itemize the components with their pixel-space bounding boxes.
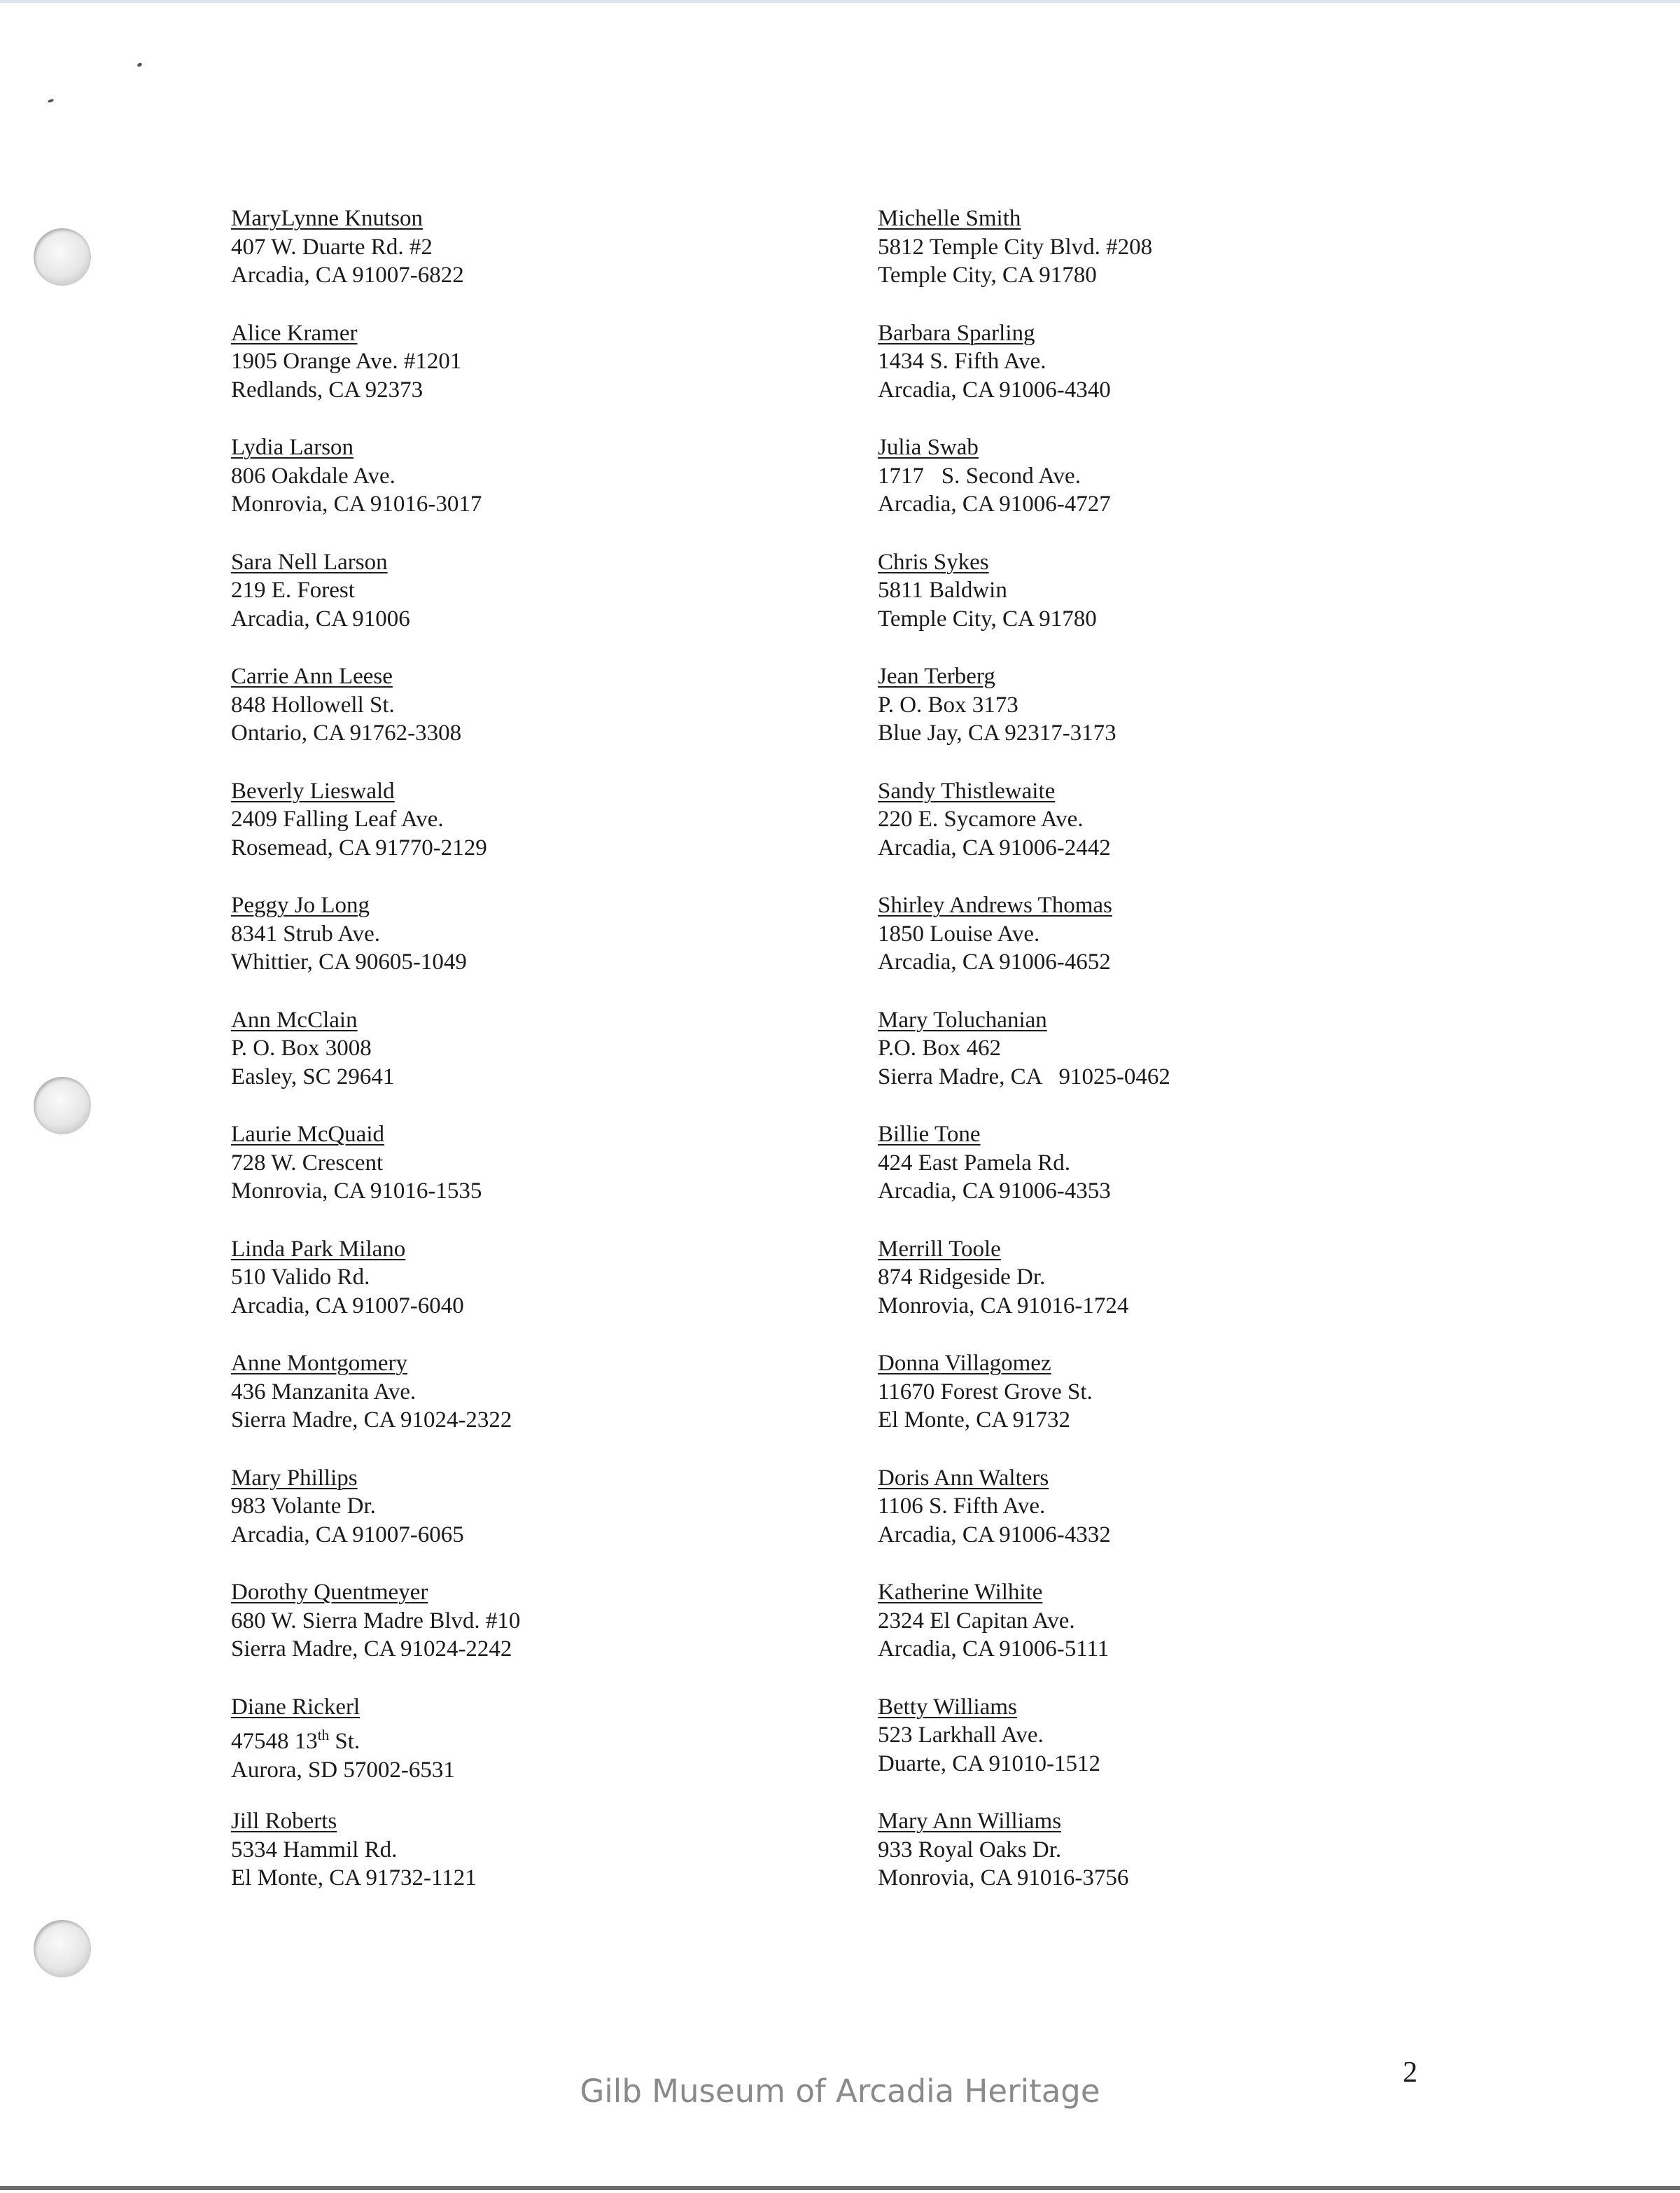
directory-column-right [878,204,1508,1922]
address-entry [231,319,861,434]
street-address: 219 E. Forest [231,578,355,603]
street-address: 1905 Orange Ave. #1201 [231,349,462,374]
member-name: Mary Ann Williams [878,1809,1062,1834]
street-address: 220 E. Sycamore Ave. [878,807,1084,832]
city-state-zip: Arcadia, CA 91007-6822 [231,263,464,288]
page-top-edge [0,0,1680,3]
street-address: 5812 Temple City Blvd. #208 [878,234,1153,260]
member-name: Michelle Smith [878,206,1021,231]
address-entry [231,1349,861,1464]
address-entry [231,1464,861,1579]
city-state-zip: Arcadia, CA 91006 [231,606,410,632]
member-name: Billie Tone [878,1122,981,1147]
city-state-zip: Arcadia, CA 91006-4652 [878,949,1111,975]
street-address: 407 W. Duarte Rd. #2 [231,234,433,260]
city-state-zip: Easley, SC 29641 [231,1064,395,1089]
member-name: Shirley Andrews Thomas [878,893,1112,918]
address-entry [878,1807,1508,1922]
member-name: Linda Park Milano [231,1236,406,1262]
member-name: Sara Nell Larson [231,549,388,575]
street-number: 47548 13 [231,1729,318,1754]
member-name: Alice Kramer [231,320,358,346]
member-name: Betty Williams [878,1694,1017,1720]
address-entry [878,1006,1508,1121]
city-state-zip: El Monte, CA 91732 [878,1407,1071,1433]
museum-watermark: Gilb Museum of Arcadia Heritage [580,2073,1100,2110]
city-state-zip: Monrovia, CA 91016-1724 [878,1293,1129,1318]
address-entry [878,1578,1508,1693]
city-state-zip: El Monte, CA 91732-1121 [231,1865,477,1891]
street-address: 510 Valido Rd. [231,1265,370,1290]
city-state-zip: Monrovia, CA 91016-3017 [231,492,482,517]
street-address: 1850 Louise Ave. [878,921,1040,947]
address-entry [878,1464,1508,1579]
address-entry [878,204,1508,319]
member-name: Jill Roberts [231,1809,337,1834]
city-state-zip: Arcadia, CA 91006-5111 [878,1636,1110,1662]
member-name: Dorothy Quentmeyer [231,1580,428,1605]
city-state-zip: Monrovia, CA 91016-3756 [878,1865,1129,1891]
scan-speck [48,99,55,104]
city-state-zip: Duarte, CA 91010-1512 [878,1750,1101,1776]
ordinal-suffix: th [317,1727,330,1743]
street-address: P.O. Box 462 [878,1036,1002,1061]
address-entry [878,1120,1508,1235]
city-state-zip: Arcadia, CA 91006-4727 [878,492,1111,517]
street-address: 1717 S. Second Ave. [878,463,1081,489]
member-name: Mary Phillips [231,1465,358,1491]
street-address: 436 Manzanita Ave. [231,1379,416,1405]
street-address: 983 Volante Dr. [231,1494,376,1519]
member-name: Merrill Toole [878,1236,1001,1262]
street-address: 848 Hollowell St. [231,692,395,718]
member-name: Julia Swab [878,435,979,460]
member-name: Ann McClain [231,1007,358,1033]
street-address: 680 W. Sierra Madre Blvd. #10 [231,1608,521,1634]
city-state-zip: Rosemead, CA 91770-2129 [231,835,487,861]
member-name: Jean Terberg [878,664,995,689]
punch-hole [34,1077,91,1134]
city-state-zip: Aurora, SD 57002-6531 [231,1757,455,1783]
city-state-zip: Temple City, CA 91780 [878,263,1097,288]
member-name: Anne Montgomery [231,1351,408,1376]
address-entry [231,662,861,777]
street-address: 523 Larkhall Ave. [878,1722,1044,1748]
city-state-zip: Whittier, CA 90605-1049 [231,949,467,975]
street-address: 874 Ridgeside Dr. [878,1265,1046,1290]
member-name: Diane Rickerl [231,1694,360,1720]
member-name: Sandy Thistlewaite [878,778,1056,804]
city-state-zip: Blue Jay, CA 92317-3173 [878,720,1116,746]
member-name: Barbara Sparling [878,320,1035,346]
address-entry [231,548,861,663]
street-address: 806 Oakdale Ave. [231,463,396,489]
address-entry [231,1578,861,1693]
member-name: Donna Villagomez [878,1351,1051,1376]
address-entry [231,1693,861,1808]
city-state-zip: Sierra Madre, CA 91025-0462 [878,1064,1170,1089]
city-state-zip: Arcadia, CA 91007-6065 [231,1522,464,1547]
member-name: Beverly Lieswald [231,778,395,804]
address-entry [878,1235,1508,1350]
city-state-zip: Arcadia, CA 91006-2442 [878,835,1111,861]
city-state-zip: Arcadia, CA 91006-4340 [878,377,1111,403]
city-state-zip: Temple City, CA 91780 [878,606,1097,632]
address-entry [878,1349,1508,1464]
address-entry [878,548,1508,663]
city-state-zip: Sierra Madre, CA 91024-2322 [231,1407,512,1433]
street-address: 424 East Pamela Rd. [878,1150,1070,1176]
street-address: 2409 Falling Leaf Ave. [231,807,444,832]
page-bottom-edge [0,2186,1680,2190]
city-state-zip: Arcadia, CA 91007-6040 [231,1293,464,1318]
address-entry [231,1235,861,1350]
address-entry [231,891,861,1006]
street-address: 5334 Hammil Rd. [231,1837,398,1863]
street-address: P. O. Box 3008 [231,1036,372,1061]
city-state-zip: Ontario, CA 91762-3308 [231,720,462,746]
address-entry [231,777,861,892]
page-number: 2 [1403,2056,1418,2089]
punch-hole [34,1920,91,1977]
address-entry [878,1693,1508,1808]
street-address: 11670 Forest Grove St. [878,1379,1093,1405]
member-name: Mary Toluchanian [878,1007,1047,1033]
member-name: Peggy Jo Long [231,893,370,918]
member-name: MaryLynne Knutson [231,206,424,231]
city-state-zip: Sierra Madre, CA 91024-2242 [231,1636,512,1662]
scan-speck [136,62,143,68]
street-address: P. O. Box 3173 [878,692,1018,718]
punch-hole [34,228,91,286]
street-address: 933 Royal Oaks Dr. [878,1837,1062,1863]
address-entry [231,433,861,548]
address-entry [231,204,861,319]
street-address: 2324 El Capitan Ave. [878,1608,1075,1634]
street-address: 8341 Strub Ave. [231,921,380,947]
address-entry [231,1807,861,1922]
member-name: Lydia Larson [231,435,354,460]
address-entry [878,319,1508,434]
member-name: Doris Ann Walters [878,1465,1049,1491]
city-state-zip: Redlands, CA 92373 [231,377,424,403]
address-entry [878,891,1508,1006]
street-address: 1106 S. Fifth Ave. [878,1494,1046,1519]
street-address [231,1721,861,1756]
member-name: Carrie Ann Leese [231,664,393,689]
address-entry [878,433,1508,548]
member-name: Chris Sykes [878,549,989,575]
member-name: Katherine Wilhite [878,1580,1043,1605]
address-entry [231,1006,861,1121]
street-address: 1434 S. Fifth Ave. [878,349,1046,374]
directory-column-left [231,204,861,1922]
city-state-zip: Monrovia, CA 91016-1535 [231,1178,482,1204]
address-entry [878,777,1508,892]
address-entry [231,1120,861,1235]
member-name: Laurie McQuaid [231,1122,384,1147]
street-address: 5811 Baldwin [878,578,1007,603]
address-entry [878,662,1508,777]
city-state-zip: Arcadia, CA 91006-4353 [878,1178,1111,1204]
street-rest: St. [329,1729,360,1754]
street-address: 728 W. Crescent [231,1150,384,1176]
city-state-zip: Arcadia, CA 91006-4332 [878,1522,1111,1547]
